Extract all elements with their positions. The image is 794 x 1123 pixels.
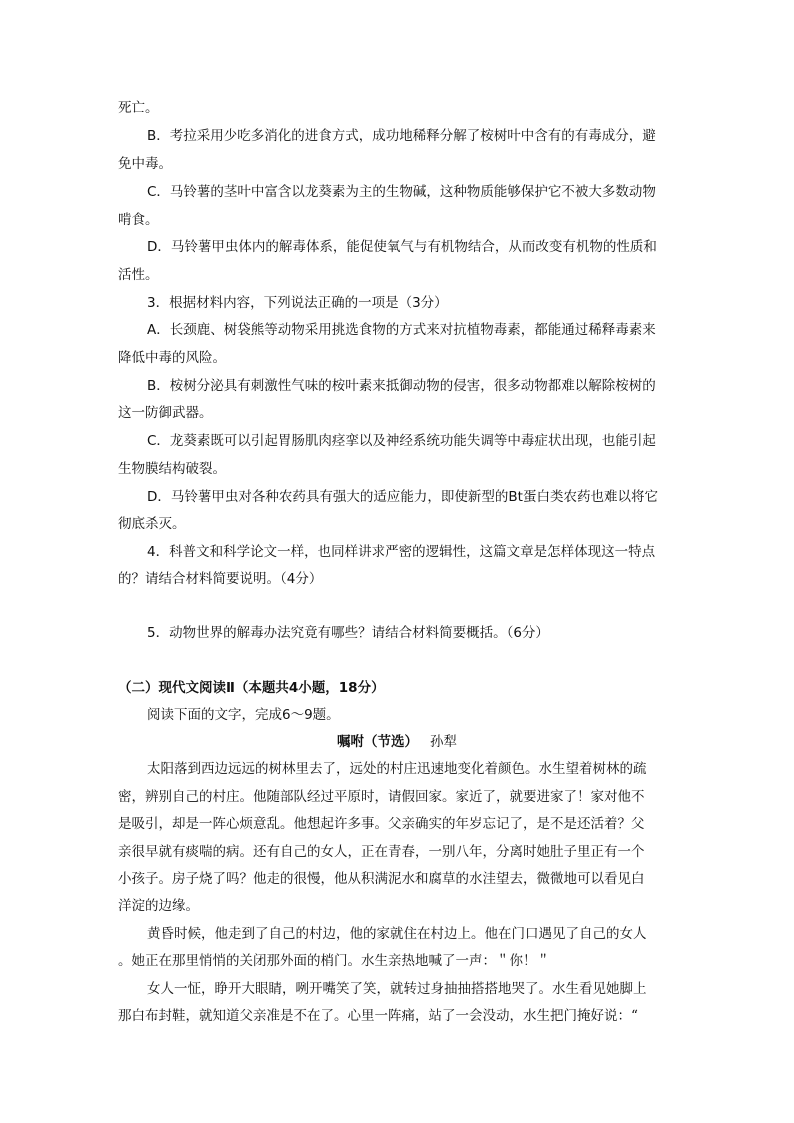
text-line: 这一防御武器。 bbox=[118, 405, 213, 421]
story-line: 那白布封鞋，就知道父亲准是不在了。心里一阵痛，站了一会没动，水生把门掩好说：“ bbox=[118, 1008, 638, 1024]
story-author: 孙犁 bbox=[430, 734, 457, 750]
story-line: 是吸引，却是一阵心烦意乱。他想起许多事。父亲确实的年岁忘记了，是不是还活着？父 bbox=[118, 816, 645, 832]
question-3: 3．根据材料内容，下列说法正确的一项是（3分） bbox=[147, 295, 448, 311]
text-line: 彻底杀灭。 bbox=[118, 516, 186, 532]
text-line: D．马铃薯甲虫体内的解毒体系，能促使氧气与有机物结合，从而改变有机物的性质和 bbox=[147, 239, 657, 255]
text-line: 啃食。 bbox=[118, 212, 159, 228]
text-line: 活性。 bbox=[118, 267, 159, 283]
story-line: 女人一怔，睁开大眼睛，咧开嘴笑了笑，就转过身抽抽搭搭地哭了。水生看见她脚上 bbox=[147, 981, 647, 997]
option-d: D．马铃薯甲虫对各种农药具有强大的适应能力，即使新型的Bt蛋白类农药也难以将它 bbox=[147, 489, 658, 505]
text-line: B．考拉采用少吃多消化的进食方式，成功地稀释分解了桉树叶中含有的有毒成分，避 bbox=[147, 128, 656, 144]
question-4: 4．科普文和科学论文一样，也同样讲求严密的逻辑性，这篇文章是怎样体现这一特点 bbox=[147, 544, 656, 560]
text-line: 免中毒。 bbox=[118, 156, 172, 172]
story-title: 嘱咐（节选） bbox=[337, 734, 418, 750]
section-title: （二）现代文阅读Ⅱ（本题共4小题，18分） bbox=[118, 680, 385, 696]
story-line: 密，辨别自己的村庄。他随部队经过平原时，请假回家。家近了，就要进家了！家对他不 bbox=[118, 789, 645, 805]
story-line: 亲很早就有痰喘的病。还有自己的女人，正在青春，一别八年，分离时她肚子里正有一个 bbox=[118, 844, 645, 860]
section-instruction: 阅读下面的文字，完成6～9题。 bbox=[147, 707, 340, 723]
story-line: 太阳落到西边远远的树林里去了，远处的村庄迅速地变化着颜色。水生望着树林的疏 bbox=[147, 761, 647, 777]
story-line: 洋淀的边缘。 bbox=[118, 898, 199, 914]
text-line: 降低中毒的风险。 bbox=[118, 350, 226, 366]
question-5: 5．动物世界的解毒办法究竟有哪些？请结合材料简要概括。（6分） bbox=[147, 625, 549, 641]
story-line: 小孩子。房子烧了吗？他走的很慢，他从积满泥水和腐草的水洼望去，微微地可以看见白 bbox=[118, 871, 645, 887]
option-b: B．桉树分泌具有刺激性气味的桉叶素来抵御动物的侵害，很多动物都难以解除桉树的 bbox=[147, 378, 656, 394]
option-c: C．龙葵素既可以引起胃肠肌肉痉挛以及神经系统功能失调等中毒症状出现，也能引起 bbox=[147, 433, 656, 449]
text-line: 死亡。 bbox=[118, 100, 159, 116]
story-line: 黄昏时候，他走到了自己的村边，他的家就住在村边上。他在门口遇见了自己的女人 bbox=[147, 926, 647, 942]
text-line: 生物膜结构破裂。 bbox=[118, 461, 226, 477]
text-line: C．马铃薯的茎叶中富含以龙葵素为主的生物碱，这种物质能够保护它不被大多数动物 bbox=[147, 184, 656, 200]
text-line: 的？请结合材料简要说明。（4分） bbox=[118, 571, 323, 587]
story-line: 。她正在那里悄悄的关闭那外面的梢门。水生亲热地喊了一声：＂你！＂ bbox=[118, 953, 550, 969]
story-heading bbox=[0, 730, 794, 750]
option-a: A．长颈鹿、树袋熊等动物采用挑选食物的方式来对抗植物毒素，都能通过稀释毒素来 bbox=[147, 322, 656, 338]
